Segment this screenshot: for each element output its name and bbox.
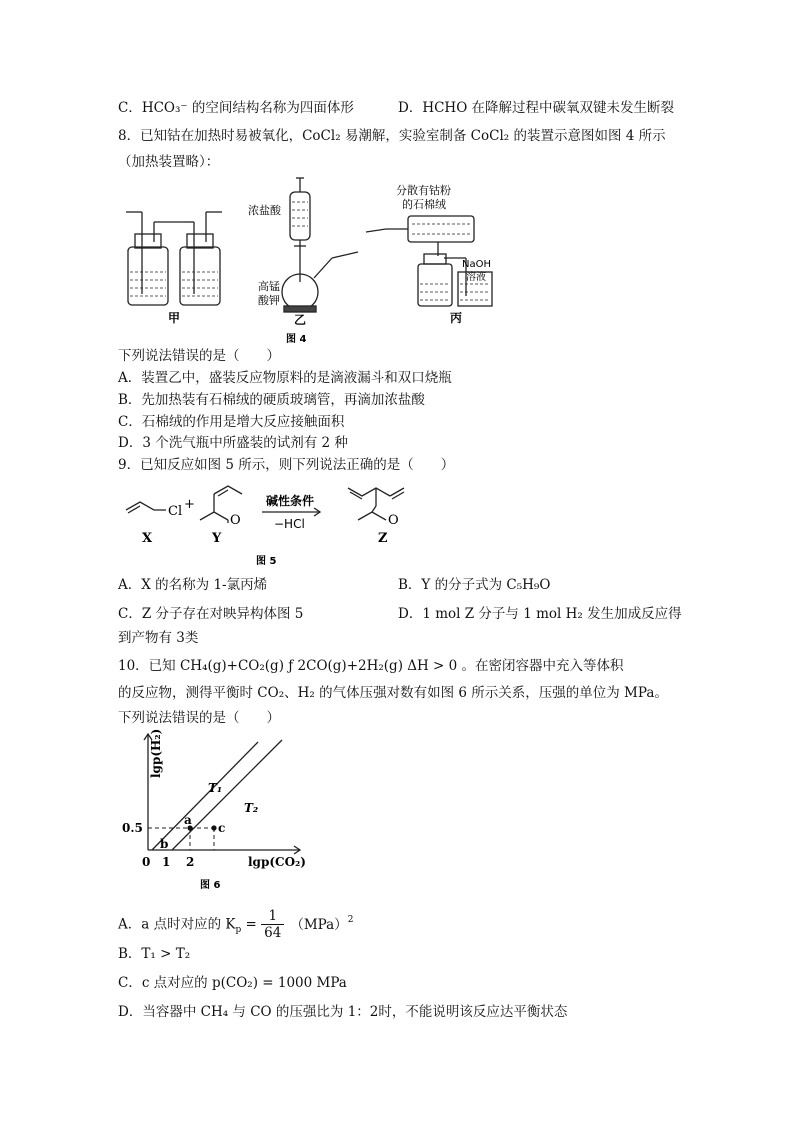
q9-option-d-line2: 到产物有 3类 — [118, 630, 199, 646]
q8-ask: 下列说法错误的是（ ） — [118, 348, 280, 364]
q10-ask: 下列说法错误的是（ ） — [118, 710, 280, 726]
figure-5-caption: 图 5 — [256, 556, 277, 567]
x-tick-2: 2 — [186, 855, 195, 869]
y-label: Y — [212, 531, 222, 546]
label-hcl: 浓盐酸 — [248, 204, 281, 217]
y-tick-05: 0.5 — [122, 821, 143, 835]
t1-label: T₁ — [208, 781, 223, 795]
y-o-label: O — [230, 513, 241, 528]
figure-6-graph — [118, 728, 318, 896]
fraction-denominator: 64 — [264, 925, 282, 941]
condition-label: 碱性条件 — [266, 494, 315, 508]
x-tick-0: 0 — [142, 855, 151, 869]
q10-option-a — [118, 908, 353, 948]
q8-stem-line2: （加热装置略）： — [118, 154, 220, 170]
q10-stem-line1: 10．已知 CH₄(g)+CO₂(g) ƒ 2CO(g)+2H₂(g) ΔH > 0 。在密闭容器中充入等体积 — [118, 658, 624, 674]
q7-option-c: C．HCO₃⁻ 的空间结构名称为四面体形 — [118, 100, 354, 116]
q8-option-a: A．装置乙中，盛装反应物原料的是滴液漏斗和双口烧瓶 — [118, 370, 452, 386]
q10-option-a-prefix: A．a 点时对应的 K — [118, 916, 236, 933]
label-kmno4-2: 酸钾 — [258, 294, 280, 307]
figure-4-apparatus — [118, 172, 498, 347]
plus-sign: + — [184, 497, 195, 512]
x-tick-1: 1 — [162, 855, 171, 869]
q10-option-a-sub: p — [235, 925, 242, 935]
x-axis-label: lgp(CO₂) — [248, 855, 306, 869]
point-a-label: a — [184, 813, 192, 827]
z-o-label: O — [388, 513, 399, 528]
label-cotton-2: 的石棉绒 — [402, 198, 446, 211]
label-naoh-2: 溶液 — [466, 272, 486, 283]
q10-option-d: D．当容器中 CH₄ 与 CO 的压强比为 1：2时，不能说明该反应达平衡状态 — [118, 1004, 568, 1020]
point-c — [211, 825, 216, 830]
q10-option-c: C．c 点对应的 p(CO₂) = 1000 MPa — [118, 975, 347, 991]
z-label: Z — [378, 531, 388, 546]
label-cotton-1: 分散有钴粉 — [396, 184, 451, 197]
q9-option-d-line1: D．1 mol Z 分子与 1 mol H₂ 发生加成反应得 — [398, 606, 682, 622]
q10-option-a-eq: = — [241, 916, 262, 933]
x-cl-label: Cl — [168, 504, 183, 519]
q9-stem: 9．已知反应如图 5 所示，则下列说法正确的是（ ） — [118, 457, 455, 473]
q8-option-d: D．3 个洗气瓶中所盛装的试剂有 2 种 — [118, 435, 348, 451]
q9-option-b: B．Y 的分子式为 C₅H₉O — [398, 577, 551, 593]
q9-option-a: A．X 的名称为 1-氯丙烯 — [118, 577, 268, 593]
label-jia: 甲 — [168, 311, 181, 325]
point-c-label: c — [218, 821, 226, 835]
fraction-numerator: 1 — [261, 908, 284, 925]
q7-option-d: D．HCHO 在降解过程中碳氧双键未发生断裂 — [398, 100, 675, 116]
q10-stem-line2: 的反应物，测得平衡时 CO₂、H₂ 的气体压强对数有如图 6 所示关系，压强的单位为 MPa。 — [118, 685, 668, 701]
t2-label: T₂ — [244, 801, 259, 815]
label-naoh-1: NaOH — [462, 259, 491, 270]
figure-4-caption: 图 4 — [286, 334, 307, 345]
x-label: X — [142, 531, 153, 546]
label-yi: 乙 — [294, 313, 307, 327]
label-kmno4-1: 高锰 — [258, 280, 280, 293]
q9-option-c: C．Z 分子存在对映异构体图 5 — [118, 606, 304, 622]
figure-6-caption: 图 6 — [200, 880, 221, 891]
label-bing: 丙 — [450, 311, 463, 325]
q10-option-a-unit: （MPa） — [290, 916, 348, 933]
q10-option-b: B．T₁ > T₂ — [118, 946, 191, 962]
minus-hcl-label: −HCl — [274, 517, 305, 531]
q8-stem-line1: 8．已知钴在加热时易被氧化，CoCl₂ 易潮解，实验室制备 CoCl₂ 的装置示意图如图 4 所示 — [118, 128, 666, 144]
fraction — [261, 908, 284, 941]
q10-option-a-sup: 2 — [347, 915, 354, 925]
y-axis-label: lgp(H₂) — [149, 728, 163, 778]
q8-option-c: C．石棉绒的作用是增大反应接触面积 — [118, 414, 345, 430]
figure-5-reaction — [118, 478, 448, 570]
q8-option-b: B．先加热装有石棉绒的硬质玻璃管，再滴加浓盐酸 — [118, 392, 425, 408]
point-b-label: b — [160, 837, 169, 851]
